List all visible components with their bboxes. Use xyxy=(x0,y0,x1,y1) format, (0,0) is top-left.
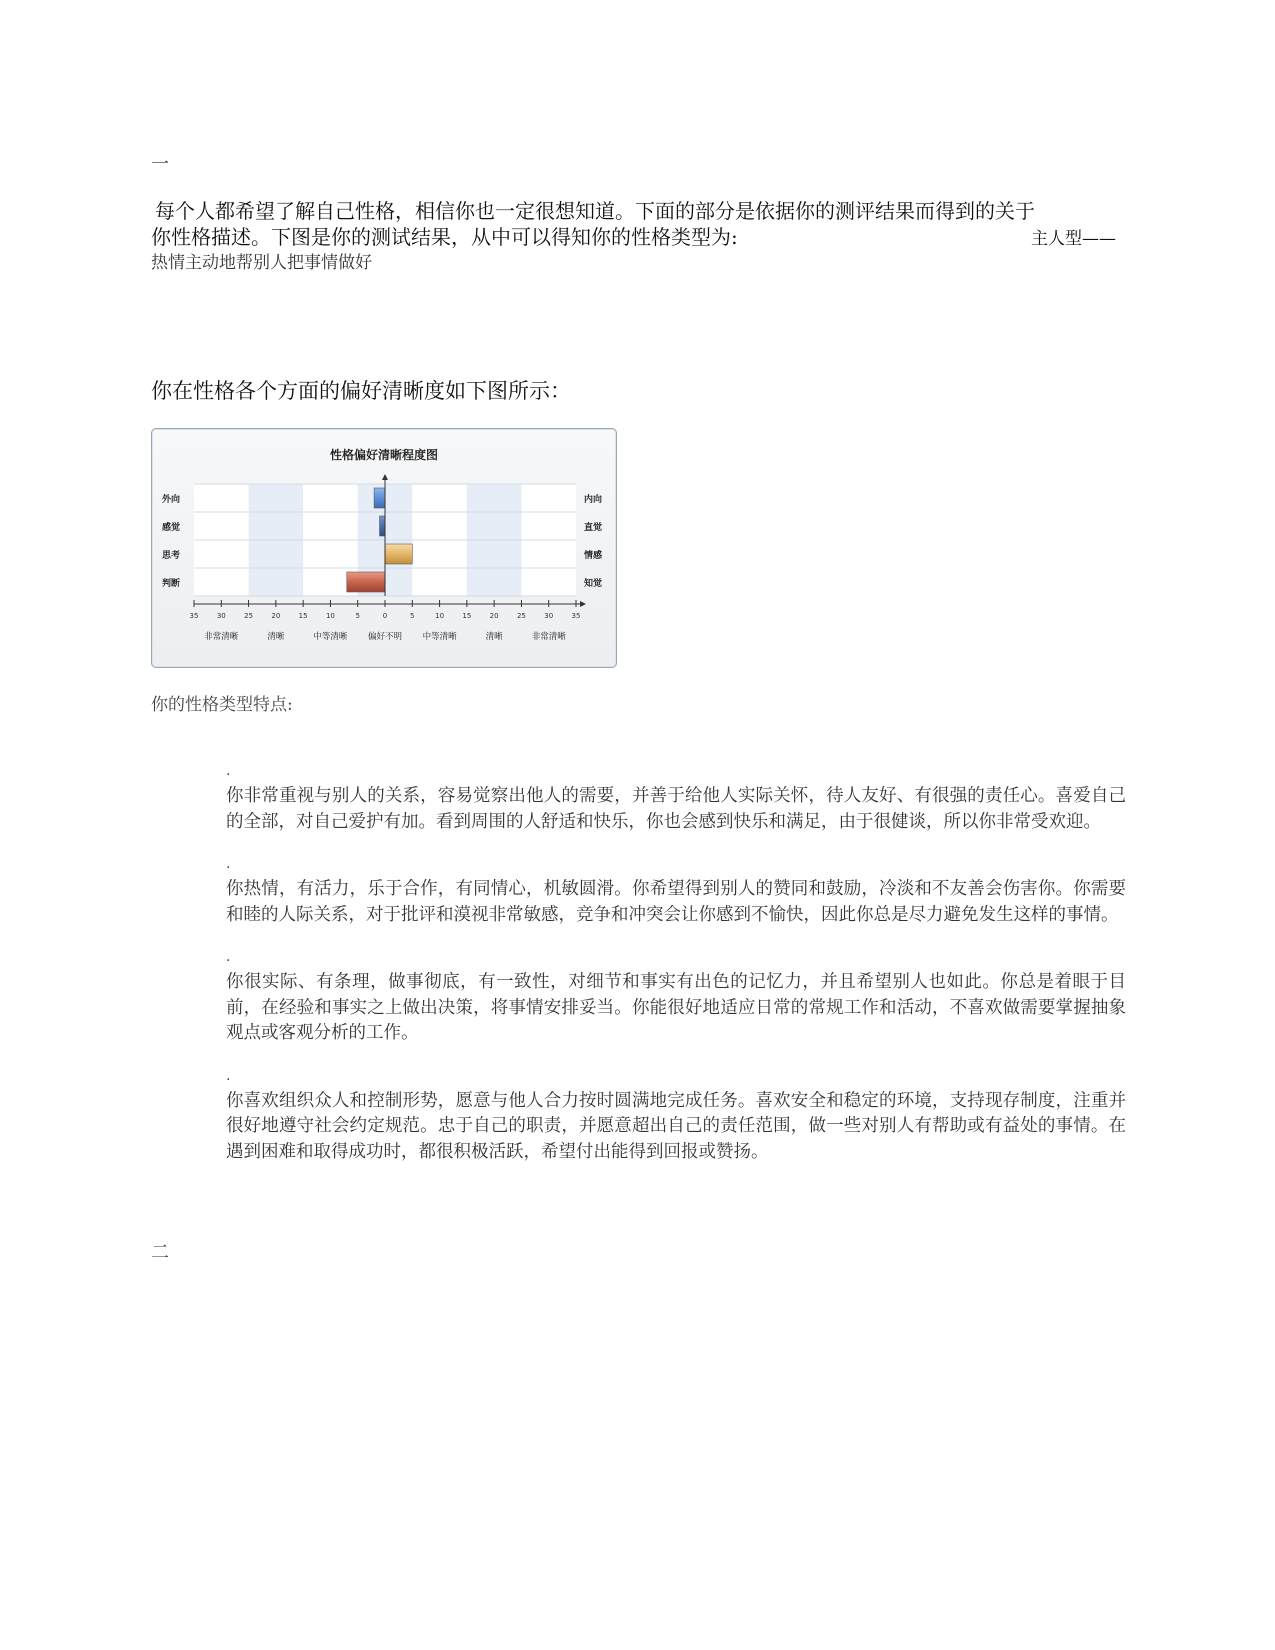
chart-x-tick-label: 25 xyxy=(244,612,254,620)
chart-x-tick-label: 20 xyxy=(489,612,499,620)
chart-caption: 你在性格各个方面的偏好清晰度如下图所示： xyxy=(151,379,571,403)
chart-x-tick-label: 35 xyxy=(189,612,199,620)
traits-title: 你的性格类型特点: xyxy=(151,695,293,715)
intro-line-1: 每个人都希望了解自己性格，相信你也一定很想知道。下面的部分是依据你的测评结果而得到的关于 xyxy=(155,199,1035,223)
intro-line-2-text: 你性格描述。下图是你的测试结果，从中可以得知你的性格类型为: xyxy=(151,225,738,249)
chart-axis-arrow xyxy=(382,474,388,480)
trait-item xyxy=(226,851,1126,928)
chart-x-tick-label: 25 xyxy=(516,612,526,620)
chart-x-tick-label: 30 xyxy=(216,612,226,620)
chart-x-tick-label: 0 xyxy=(382,612,388,620)
intro-paragraph xyxy=(151,198,1126,276)
chart-right-label: 内向 xyxy=(584,495,603,505)
chart-zone-label: 清晰 xyxy=(267,632,285,642)
chart-title: 性格偏好清晰程度图 xyxy=(329,448,439,462)
trait-text: 你热情，有活力，乐于合作，有同情心，机敏圆滑。你希望得到别人的赞同和鼓励，冷淡和不友善会伤害你。你需要和睦的人际关系，对于批评和漠视非常敏感，竞争和冲突会让你感到不愉快，因此你总是尽力避免发生这样的事情。 xyxy=(226,879,1126,925)
trait-item xyxy=(226,1063,1126,1166)
chart-x-tick-label: 5 xyxy=(355,612,360,620)
chart-zone-label: 中等清晰 xyxy=(422,632,457,642)
trait-text: 你很实际、有条理，做事彻底，有一致性，对细节和事实有出色的记忆力，并且希望别人也如此。你总是着眼于目前，在经验和事实之上做出决策，将事情安排妥当。你能很好地适应日常的常规工作和活动，不喜欢做需要掌握抽象观点或客观分析的工作。 xyxy=(226,972,1126,1043)
chart-x-tick-label: 5 xyxy=(410,612,415,620)
trait-bullet: . xyxy=(226,856,231,872)
trait-text: 你喜欢组织众人和控制形势，愿意与他人合力按时圆满地完成任务。喜欢安全和稳定的环境，支持现存制度，注重并很好地遵守社会约定规范。忠于自己的职责，并愿意超出自己的责任范围，做一些对别人有帮助或有益处的事情。在遇到困难和取得成功时，都很积极活跃，希望付出能得到回报或赞扬。 xyxy=(226,1090,1126,1162)
chart-x-tick-label: 15 xyxy=(462,612,472,620)
chart-x-tick-label: 35 xyxy=(571,612,581,620)
chart-left-label: 判断 xyxy=(162,579,181,589)
trait-item xyxy=(226,944,1126,1047)
chart-x-tick-label: 10 xyxy=(435,612,445,620)
chart-zone-label: 清晰 xyxy=(485,632,503,642)
intro-line-2 xyxy=(151,224,1126,250)
chart-zone-label: 非常清晰 xyxy=(531,632,566,642)
personality-type-tagline: 热情主动地帮别人把事情做好 xyxy=(151,253,372,273)
chart-zone-label: 中等清晰 xyxy=(313,632,348,642)
chart-x-tick-label: 30 xyxy=(544,612,554,620)
chart-bar xyxy=(374,488,385,508)
chart-right-label: 直觉 xyxy=(584,523,603,533)
chart-zone-label: 偏好不明 xyxy=(367,632,403,642)
chart-x-axis-arrow xyxy=(580,601,586,607)
trait-bullet: . xyxy=(226,1067,231,1084)
trait-item xyxy=(226,758,1126,835)
trait-bullet: . xyxy=(226,763,231,779)
traits-list xyxy=(226,758,1126,1165)
chart-left-label: 外向 xyxy=(162,495,181,505)
trait-bullet: . xyxy=(226,949,231,965)
chart-left-label: 思考 xyxy=(162,551,181,561)
chart-bar xyxy=(347,572,385,592)
chart-x-tick-label: 15 xyxy=(298,612,308,620)
chart-zone-label: 非常清晰 xyxy=(204,632,239,642)
trait-text: 你非常重视与别人的关系，容易觉察出他人的需要，并善于给他人实际关怀，待人友好、有很强的责任心。喜爱自己的全部，对自己爱护有加。看到周围的人舒适和快乐，你也会感到快乐和满足，由于很健谈，所以你非常受欢迎。 xyxy=(226,786,1126,832)
chart-bar xyxy=(385,544,412,564)
chart-right-label: 知觉 xyxy=(584,579,603,589)
section-number-two: 二 xyxy=(151,1242,169,1263)
chart-x-tick-label: 20 xyxy=(271,612,281,620)
chart-x-tick-label: 10 xyxy=(325,612,335,620)
preference-chart-svg xyxy=(152,429,616,667)
personality-type-name: 主人型—— xyxy=(1031,229,1116,249)
section-number-one: 一 xyxy=(151,154,169,175)
chart-right-label: 情感 xyxy=(584,551,603,561)
chart-bar xyxy=(380,516,385,536)
preference-chart xyxy=(151,428,617,668)
chart-left-label: 感觉 xyxy=(162,523,181,533)
